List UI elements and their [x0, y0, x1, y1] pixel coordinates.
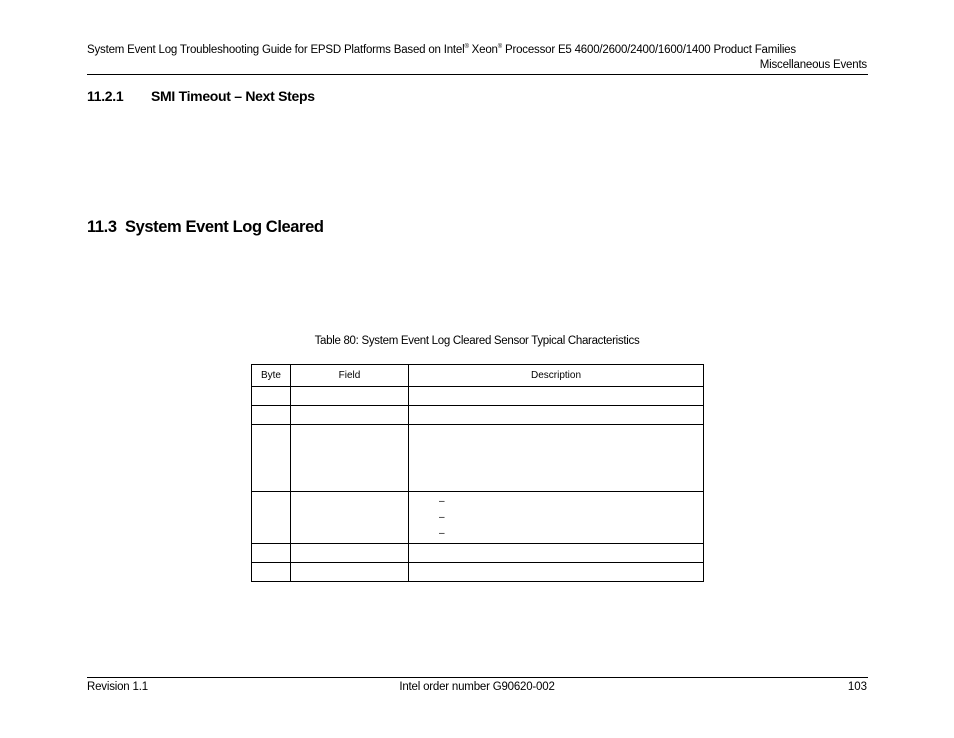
subsection-title: SMI Timeout – Next Steps	[151, 88, 315, 104]
subsection-number: 11.2.1	[87, 88, 124, 104]
table-cell	[291, 425, 409, 492]
registered-mark: ®	[497, 44, 502, 51]
table-cell	[291, 563, 409, 582]
section-title: System Event Log Cleared	[124, 218, 324, 236]
footer-order-number: Intel order number G90620-002	[399, 681, 555, 693]
running-header-section: Miscellaneous Events	[759, 59, 867, 71]
table-cell	[252, 406, 291, 425]
list-dash: –	[439, 527, 445, 539]
section-number: 11.3	[87, 218, 117, 236]
table-row	[252, 387, 704, 406]
table-cell	[409, 387, 704, 406]
list-dash: –	[439, 495, 445, 507]
table-cell	[409, 425, 704, 492]
footer-rule	[87, 677, 868, 678]
table-cell	[291, 387, 409, 406]
list-dash: –	[439, 511, 445, 523]
header-title-part: Xeon	[468, 44, 498, 56]
table-cell	[409, 563, 704, 582]
table-row	[252, 563, 704, 582]
table-row	[252, 544, 704, 563]
table-row	[252, 406, 704, 425]
table-header-row	[252, 365, 704, 387]
footer-revision: Revision 1.1	[87, 681, 148, 693]
table-cell	[252, 544, 291, 563]
table-caption: Table 80: System Event Log Cleared Sensor Typical Characteristics	[314, 335, 640, 347]
table-cell	[291, 406, 409, 425]
column-header-description: Description	[409, 365, 704, 387]
header-title-part: System Event Log Troubleshooting Guide for EPSD Platforms Based on Intel	[87, 44, 465, 56]
registered-mark: ®	[464, 44, 469, 51]
sensor-characteristics-table	[251, 364, 704, 582]
table-cell	[252, 492, 291, 544]
column-header-field: Field	[291, 365, 409, 387]
column-header-byte: Byte	[252, 365, 291, 387]
table-cell-list	[409, 492, 704, 544]
footer-page-number: 103	[847, 681, 867, 693]
table-row	[252, 425, 704, 492]
table-cell	[252, 387, 291, 406]
table-cell	[252, 425, 291, 492]
header-rule	[87, 74, 868, 75]
table-cell	[409, 406, 704, 425]
header-title-part: Processor E5 4600/2600/2400/1600/1400 Product Families	[501, 44, 796, 56]
table-cell	[291, 544, 409, 563]
running-header-title	[87, 44, 796, 56]
subsection-heading	[87, 88, 315, 104]
table-row	[252, 492, 704, 544]
table-cell	[409, 544, 704, 563]
section-heading	[87, 218, 324, 237]
table-cell	[252, 563, 291, 582]
table-cell	[291, 492, 409, 544]
